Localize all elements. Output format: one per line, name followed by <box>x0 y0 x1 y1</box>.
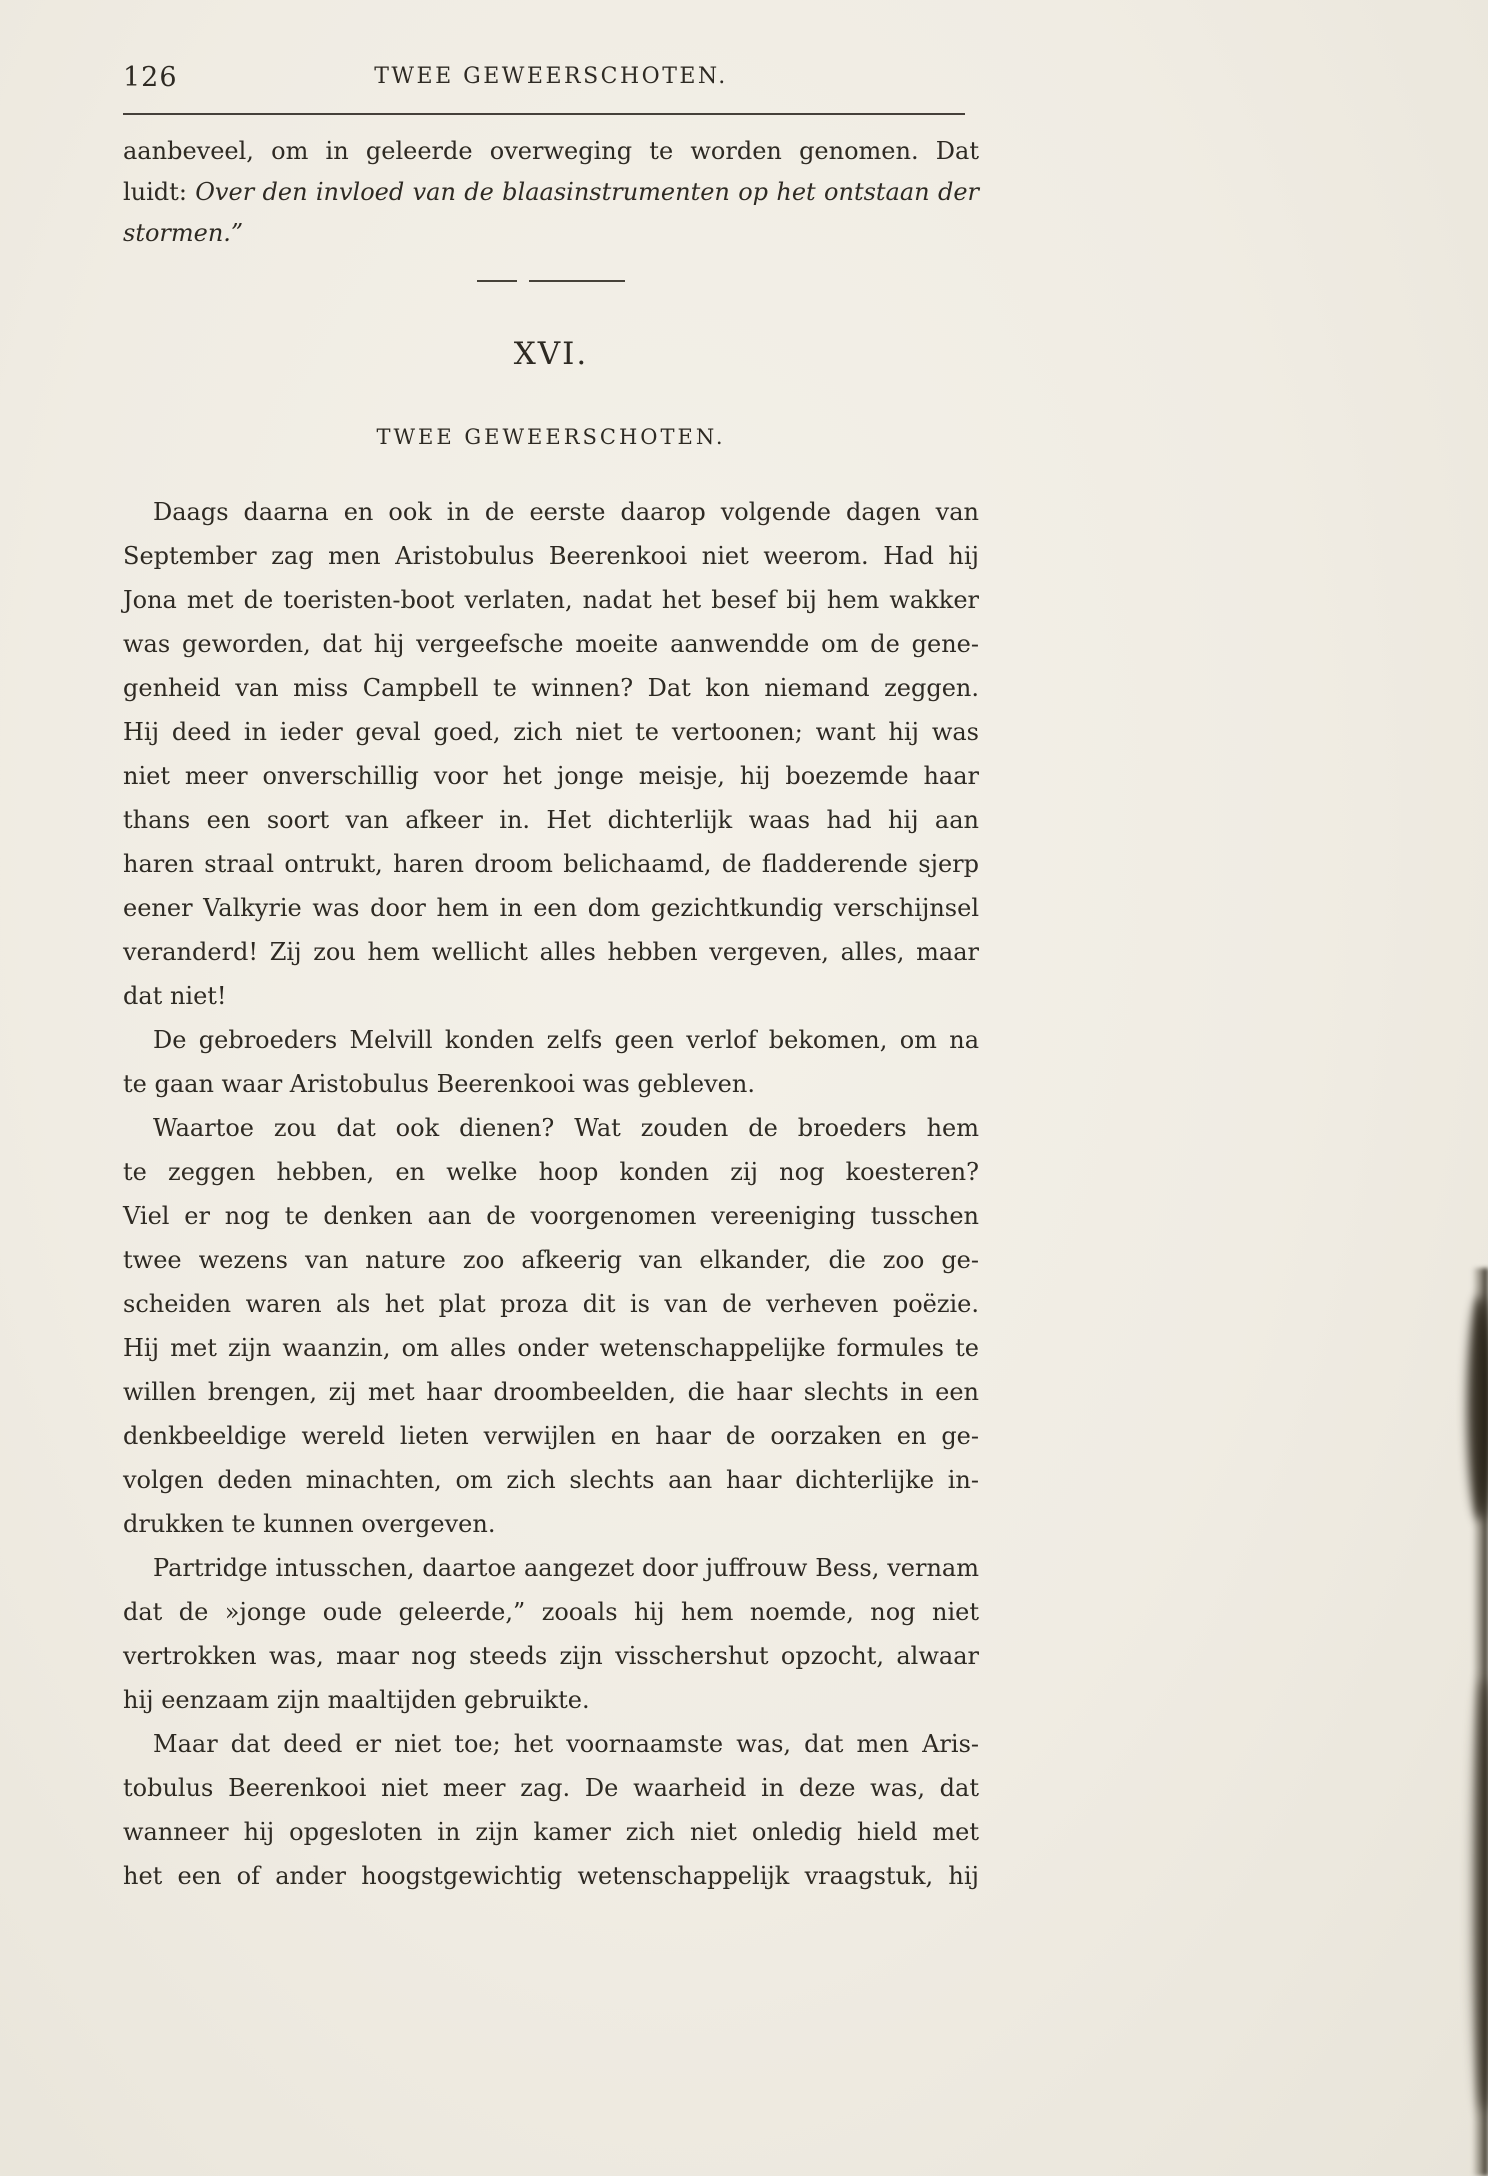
divider-dash-short <box>477 280 517 282</box>
text-line: twee wezens van nature zoo afkeerig van elkander, die zoo ge- <box>123 1246 979 1274</box>
text-line: De gebroeders Melvill konden zelfs geen verlof bekomen, om na <box>153 1026 979 1054</box>
text-line: Viel er nog te denken aan de voorgenomen vereeniging tusschen <box>123 1202 979 1230</box>
page-header <box>123 62 979 93</box>
text-segment: aanbeveel, om in geleerde overweging te worden genomen. Dat <box>123 137 979 165</box>
text-line: Daags daarna en ook in de eerste daarop volgende dagen van <box>153 498 979 526</box>
text-line: drukken te kunnen overgeven. <box>123 1510 496 1538</box>
text-line: hij eenzaam zijn maaltijden gebruikte. <box>123 1686 590 1714</box>
intro-paragraph <box>123 131 979 254</box>
text-line <box>123 213 979 254</box>
text-line: dat de »jonge oude geleerde,” zooals hij hem noemde, nog niet <box>123 1598 979 1626</box>
chapter-number: XVI. <box>513 336 589 372</box>
text-line: eener Valkyrie was door hem in een dom gezichtkundig verschijnsel <box>123 894 979 922</box>
text-line: Jona met de toeristen-boot verlaten, nadat het besef bij hem wakker <box>123 586 979 614</box>
text-line: te gaan waar Aristobulus Beerenkooi was gebleven. <box>123 1070 755 1098</box>
paragraph <box>123 1546 979 1722</box>
text-line: thans een soort van afkeer in. Het dichterlijk waas had hij aan <box>123 806 979 834</box>
italic-text-segment: stormen.” <box>123 219 244 247</box>
page-number: 126 <box>123 62 178 93</box>
text-line: het een of ander hoogstgewichtig wetenschappelijk vraagstuk, hij <box>123 1862 979 1890</box>
text-line: September zag men Aristobulus Beerenkooi niet weerom. Had hij <box>123 542 979 570</box>
text-line: scheiden waren als het plat proza dit is van de verheven poëzie. <box>123 1290 979 1318</box>
scan-ink-blob <box>1467 1296 1488 1521</box>
text-line: Hij met zijn waanzin, om alles onder wetenschappelijke formules te <box>123 1334 979 1362</box>
text-line: niet meer onverschillig voor het jonge meisje, hij boezemde haar <box>123 762 979 790</box>
text-line: genheid van miss Campbell te winnen? Dat kon niemand zeggen. <box>123 674 979 702</box>
text-line: wanneer hij opgesloten in zijn kamer zich niet onledig hield met <box>123 1818 979 1846</box>
text-line: Hij deed in ieder geval goed, zich niet te vertoonen; want hij was <box>123 718 979 746</box>
italic-text-segment: Over den invloed van de blaasinstrumenten op het ontstaan der <box>195 178 980 206</box>
text-line: te zeggen hebben, en welke hoop konden zij nog koesteren? <box>123 1158 979 1186</box>
text-line: haren straal ontrukt, haren droom belichaamd, de fladderende sjerp <box>123 850 979 878</box>
text-line: denkbeeldige wereld lieten verwijlen en haar de oorzaken en ge- <box>123 1422 979 1450</box>
text-line: volgen deden minachten, om zich slechts aan haar dichterlijke in- <box>123 1466 979 1494</box>
running-title: TWEE GEWEERSCHOTEN. <box>374 64 728 89</box>
divider-dash-long <box>529 280 625 282</box>
text-segment: luidt: <box>123 178 196 206</box>
text-line: willen brengen, zij met haar droombeelden, die haar slechts in een <box>123 1378 979 1406</box>
paragraph <box>123 1722 979 1898</box>
text-line: veranderd! Zij zou hem wellicht alles hebben vergeven, alles, maar <box>123 938 979 966</box>
chapter-title: TWEE GEWEERSCHOTEN. <box>376 425 726 449</box>
text-line: Partridge intusschen, daartoe aangezet door juffrouw Bess, vernam <box>153 1554 979 1582</box>
text-line: vertrokken was, maar nog steeds zijn visschershut opzocht, alwaar <box>123 1642 979 1670</box>
header-rule <box>123 113 965 115</box>
text-line <box>123 172 979 213</box>
text-line <box>123 131 979 172</box>
text-line: dat niet! <box>123 982 227 1010</box>
section-divider <box>123 270 979 289</box>
text-line: tobulus Beerenkooi niet meer zag. De waarheid in deze was, dat <box>123 1774 979 1802</box>
text-line: Maar dat deed er niet toe; het voornaamste was, dat men Aris- <box>153 1730 979 1758</box>
text-line: Waartoe zou dat ook dienen? Wat zouden de broeders hem <box>153 1114 979 1142</box>
paragraph <box>123 490 979 1018</box>
scan-ink-smudge <box>1473 1680 1488 2110</box>
paragraph <box>123 1018 979 1106</box>
body-text <box>123 490 979 1898</box>
text-line: was geworden, dat hij vergeefsche moeite aanwendde om de gene- <box>123 630 979 658</box>
paragraph <box>123 1106 979 1546</box>
